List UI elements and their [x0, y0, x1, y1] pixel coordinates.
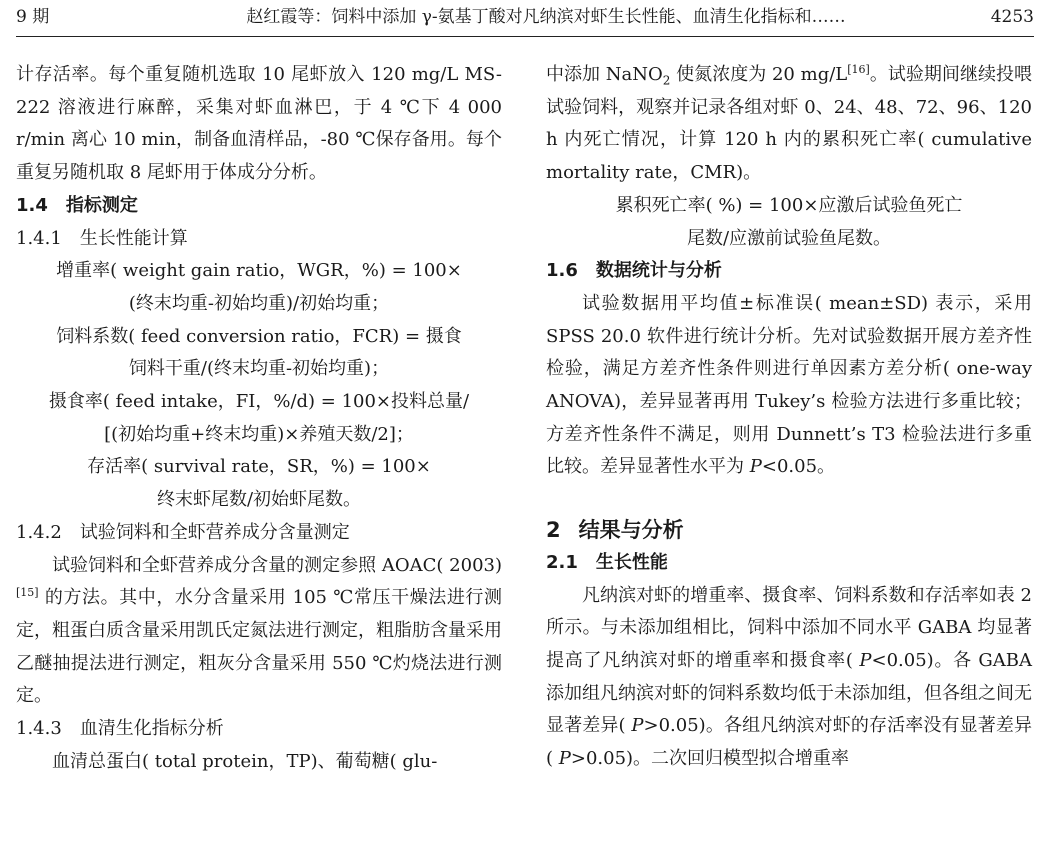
section-heading-1-4: [16, 190, 502, 223]
text-run: 中添加 NaNO: [546, 64, 663, 85]
subsection-heading-1-4-1: [16, 223, 502, 256]
subsection-title: 生长性能计算: [79, 227, 188, 249]
subsection-heading-1-4-2: [16, 517, 502, 550]
section-heading-1-6: [546, 255, 1032, 288]
formula-sr-line1: 存活率( survival rate，SR，%) = 100×: [87, 456, 431, 478]
formula-sr-line2: 终末虾尾数/初始虾尾数。: [156, 489, 362, 511]
subsection-title: 试验饲料和全虾营养成分含量测定: [79, 521, 350, 543]
subsection-number: 1.4.1: [16, 227, 62, 249]
text-run: 使氮浓度为 20 mg/L: [670, 64, 848, 85]
section-heading-2: [546, 514, 1032, 547]
section-heading-2-1: [546, 547, 1032, 580]
citation-16: [16]: [847, 63, 870, 76]
running-header: [16, 4, 1034, 34]
subsection-heading-1-4-3: [16, 713, 502, 746]
running-title: 赵红霞等：饲料中添加 γ-氨基丁酸对凡纳滨对虾生长性能、血清生化指标和……: [246, 7, 846, 27]
subsection-title: 血清生化指标分析: [79, 718, 224, 740]
section-number: 2: [546, 518, 561, 543]
header-rule: [16, 36, 1034, 37]
subsection-number: 1.4.3: [16, 718, 62, 740]
text-run: 试验饲料和全虾营养成分含量的测定参照 AOAC( 2003): [52, 554, 502, 576]
p-symbol: P: [631, 715, 644, 737]
paragraph-nutrient-methods: [16, 550, 502, 714]
formula-fcr-line2: 饲料干重/(终末均重-初始均重)；: [128, 358, 390, 380]
text-run: 凡纳滨对虾的增重率、摄食率、饲料系数和存活率如表 2 所示。与未添加组相比，饲料中添加不同水平 GABA 均显著提高了凡纳滨对虾的增重率和摄食率(: [546, 584, 1032, 671]
formula-fi-line1: 摄食率( feed intake，FI，%/d) = 100×投料总量/: [48, 391, 470, 413]
section-number: 1.4: [16, 194, 48, 216]
section-title: 生长性能: [595, 551, 668, 573]
formula-wgr-line1: 增重率( weight gain ratio，WGR，%) = 100×: [56, 260, 462, 282]
paragraph-stress-test: [546, 59, 1032, 190]
subscript: 2: [662, 73, 671, 88]
p-symbol: P: [749, 456, 762, 478]
formula-wgr-line2: (终末均重-初始均重)/初始均重；: [128, 292, 390, 314]
text-run: >0.05)。各组凡纳滨对虾的存活率没有显著差异(: [546, 715, 1032, 770]
left-column: [16, 59, 502, 778]
text-run: 的方法。其中，水分含量采用 105 ℃常压干燥法进行测定，粗蛋白质含量采用凯氏定氮法进行测定，粗脂肪含量采用乙醚抽提法进行测定，粗灰分含量采用 550 ℃灼烧法进行测定。: [16, 587, 502, 707]
text-run: <0.05。: [761, 456, 836, 478]
formula-fi-line2: [(初始均重+终末均重)×养殖天数/2]；: [104, 423, 414, 445]
section-number: 2.1: [546, 551, 578, 573]
paragraph-statistics: [546, 288, 1032, 484]
p-symbol: P: [859, 649, 872, 671]
formula-cmr-line1: 累积死亡率( %) = 100×应激后试验鱼死亡: [615, 194, 963, 216]
text-run: 。试验期间继续投喂试验饲料，观察并记录各组对虾 0、24、48、72、96、120 h 内死亡情况，计算 120 h 内的累积死亡率( cumulative mortality rate，CMR)。: [546, 64, 1032, 184]
citation-15: [15]: [16, 586, 39, 600]
section-title: 指标测定: [65, 194, 138, 216]
paragraph-serum-indices: 血清总蛋白( total protein，TP)、葡萄糖( glu-: [52, 750, 438, 772]
section-number: 1.6: [546, 260, 578, 282]
section-title: 结果与分析: [578, 518, 684, 543]
text-run: 试验数据用平均值±标准误( mean±SD) 表示，采用 SPSS 20.0 软件进行统计分析。先对试验数据开展方差齐性检验，满足方差齐性条件则进行单因素方差分析( one-way ANOVA)，差异显著再用 Tukey’s 检验方法进行多重比较；方差齐性条件不满足，则用 Dunnett’s T3 检验法进行多重比较。差异显著性水平为: [546, 292, 1032, 478]
subsection-number: 1.4.2: [16, 521, 62, 543]
right-column: [546, 59, 1032, 776]
formula-fcr-line1: 饲料系数( feed conversion ratio，FCR) = 摄食: [56, 325, 462, 347]
formula-cmr-line2: 尾数/应激前试验鱼尾数。: [686, 227, 892, 249]
paragraph-sampling: 计存活率。每个重复随机选取 10 尾虾放入 120 mg/L MS-222 溶液进行麻醉，采集对虾血淋巴，于 4 ℃下 4 000 r/min 离心 10 min，制备血清样品，-80 ℃保存备用。每个重复另随机取 8 尾虾用于体成分分析。: [16, 64, 502, 184]
text-run: >0.05)。二次回归模型拟合增重率: [570, 748, 850, 770]
section-title: 数据统计与分析: [595, 260, 722, 282]
paragraph-growth-results: [546, 580, 1032, 776]
spacer: [546, 484, 1032, 514]
issue-number: 9 期: [16, 7, 50, 27]
p-symbol: P: [558, 748, 571, 770]
page-number: 4253: [990, 7, 1034, 27]
text-run: <0.05)。各 GABA 添加组凡纳滨对虾的饲料系数均低于未添加组，但各组之间无显著差异(: [546, 649, 1032, 737]
